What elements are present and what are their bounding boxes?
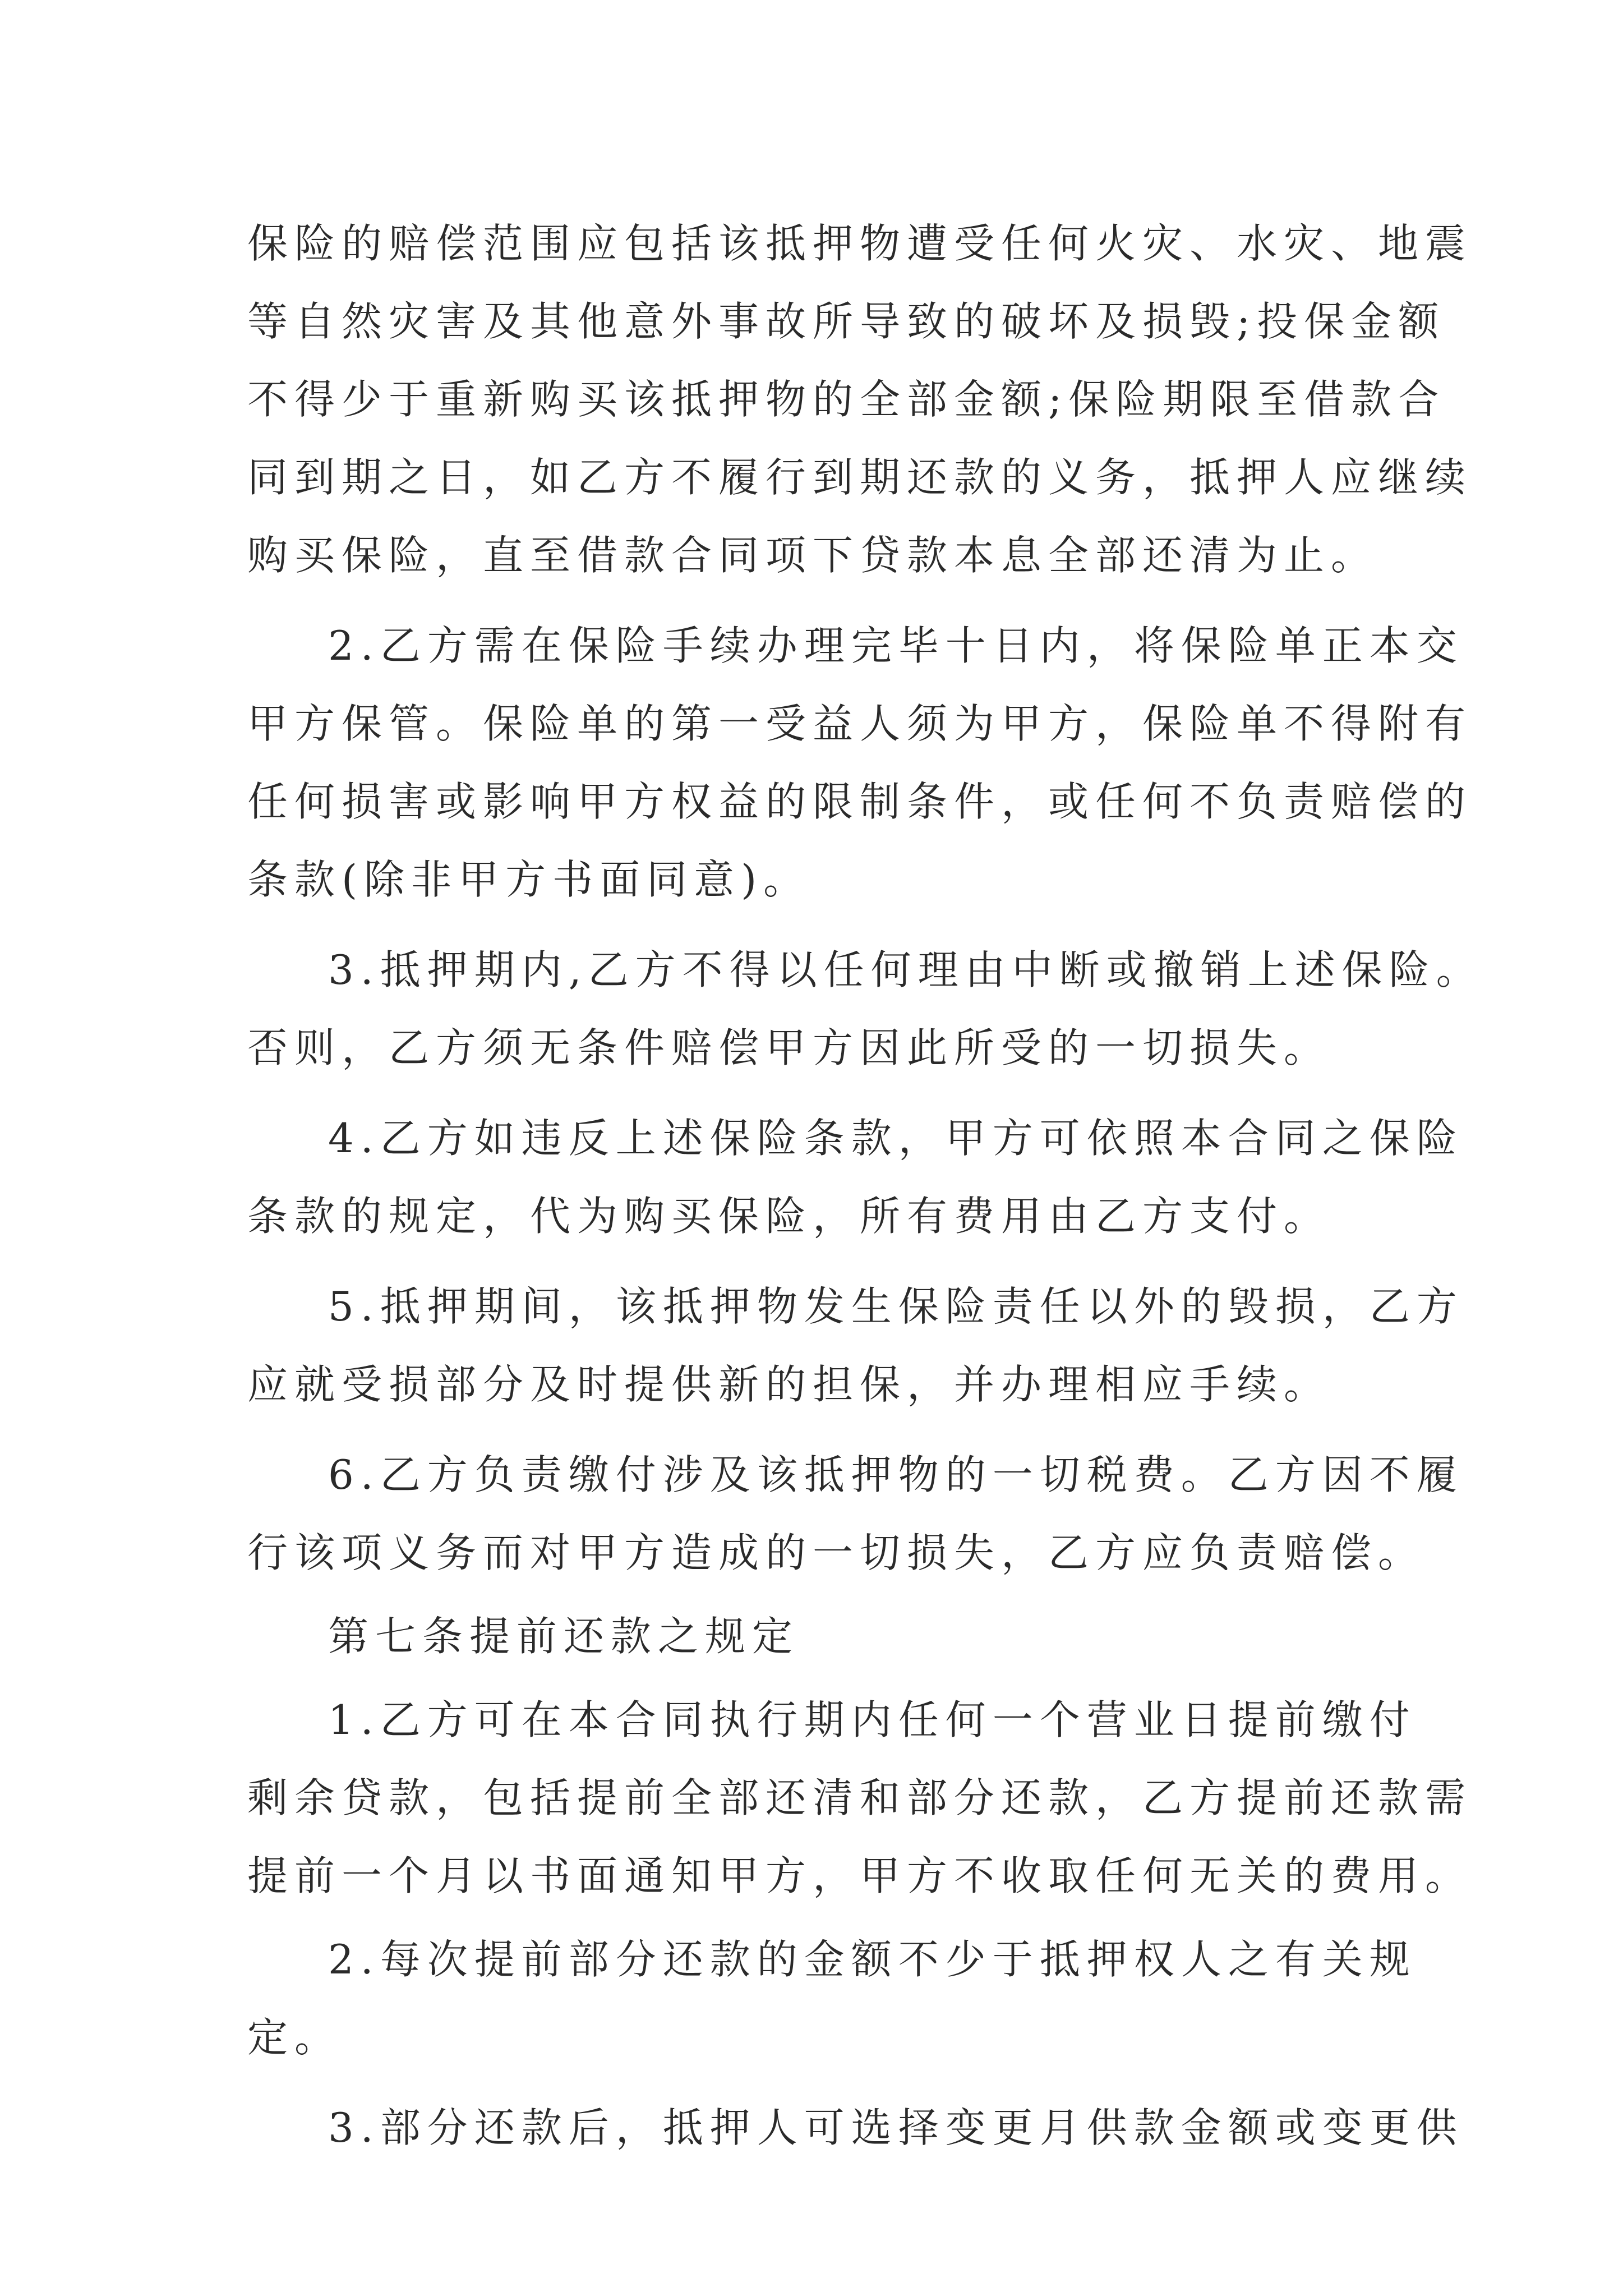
paragraph-line: 定。 (247, 2014, 342, 2061)
paragraph-line: 1.乙方可在本合同执行期内任何一个营业日提前缴付 (328, 1696, 1417, 1743)
paragraph-line: 5.抵押期间，该抵押物发生保险责任以外的毁损，乙方 (328, 1283, 1464, 1330)
paragraph-line: 提前一个月以书面通知甲方，甲方不收取任何无关的费用。 (247, 1852, 1473, 1899)
section-heading: 第七条提前还款之规定 (328, 1613, 800, 1660)
paragraph-line: 6.乙方负责缴付涉及该抵押物的一切税费。乙方因不履 (328, 1451, 1464, 1498)
paragraph-line: 条款(除非甲方书面同意)。 (247, 856, 811, 903)
paragraph-line: 不得少于重新购买该抵押物的全部金额;保险期限至借款合 (247, 376, 1446, 423)
paragraph-line: 同到期之日，如乙方不履行到期还款的义务，抵押人应继续 (247, 454, 1473, 501)
paragraph-line: 甲方保管。保险单的第一受益人须为甲方，保险单不得附有 (247, 700, 1473, 747)
paragraph-line: 3.抵押期内,乙方不得以任何理由中断或撤销上述保险。 (328, 946, 1483, 993)
paragraph-line: 否则，乙方须无条件赔偿甲方因此所受的一切损失。 (247, 1024, 1331, 1071)
paragraph-line: 2.每次提前部分还款的金额不少于抵押权人之有关规 (328, 1936, 1417, 1983)
paragraph-line: 4.乙方如违反上述保险条款，甲方可依照本合同之保险 (328, 1115, 1464, 1162)
paragraph-line: 行该项义务而对甲方造成的一切损失，乙方应负责赔偿。 (247, 1529, 1426, 1576)
paragraph-line: 条款的规定，代为购买保险，所有费用由乙方支付。 (247, 1193, 1331, 1240)
paragraph-line: 2.乙方需在保险手续办理完毕十日内，将保险单正本交 (328, 622, 1464, 669)
document-body (247, 205, 1483, 2167)
paragraph-line: 等自然灾害及其他意外事故所导致的破坏及损毁;投保金额 (247, 298, 1446, 345)
paragraph-line: 购买保险，直至借款合同项下贷款本息全部还清为止。 (247, 532, 1378, 579)
paragraph-line: 应就受损部分及时提供新的担保，并办理相应手续。 (247, 1361, 1331, 1408)
paragraph-line: 任何损害或影响甲方权益的限制条件，或任何不负责赔偿的 (247, 778, 1473, 825)
paragraph-line: 剩余贷款，包括提前全部还清和部分还款，乙方提前还款需 (247, 1774, 1473, 1821)
paragraph-line: 3.部分还款后，抵押人可选择变更月供款金额或变更供 (328, 2104, 1464, 2151)
paragraph-line: 保险的赔偿范围应包括该抵押物遭受任何火灾、水灾、地震 (247, 220, 1473, 267)
